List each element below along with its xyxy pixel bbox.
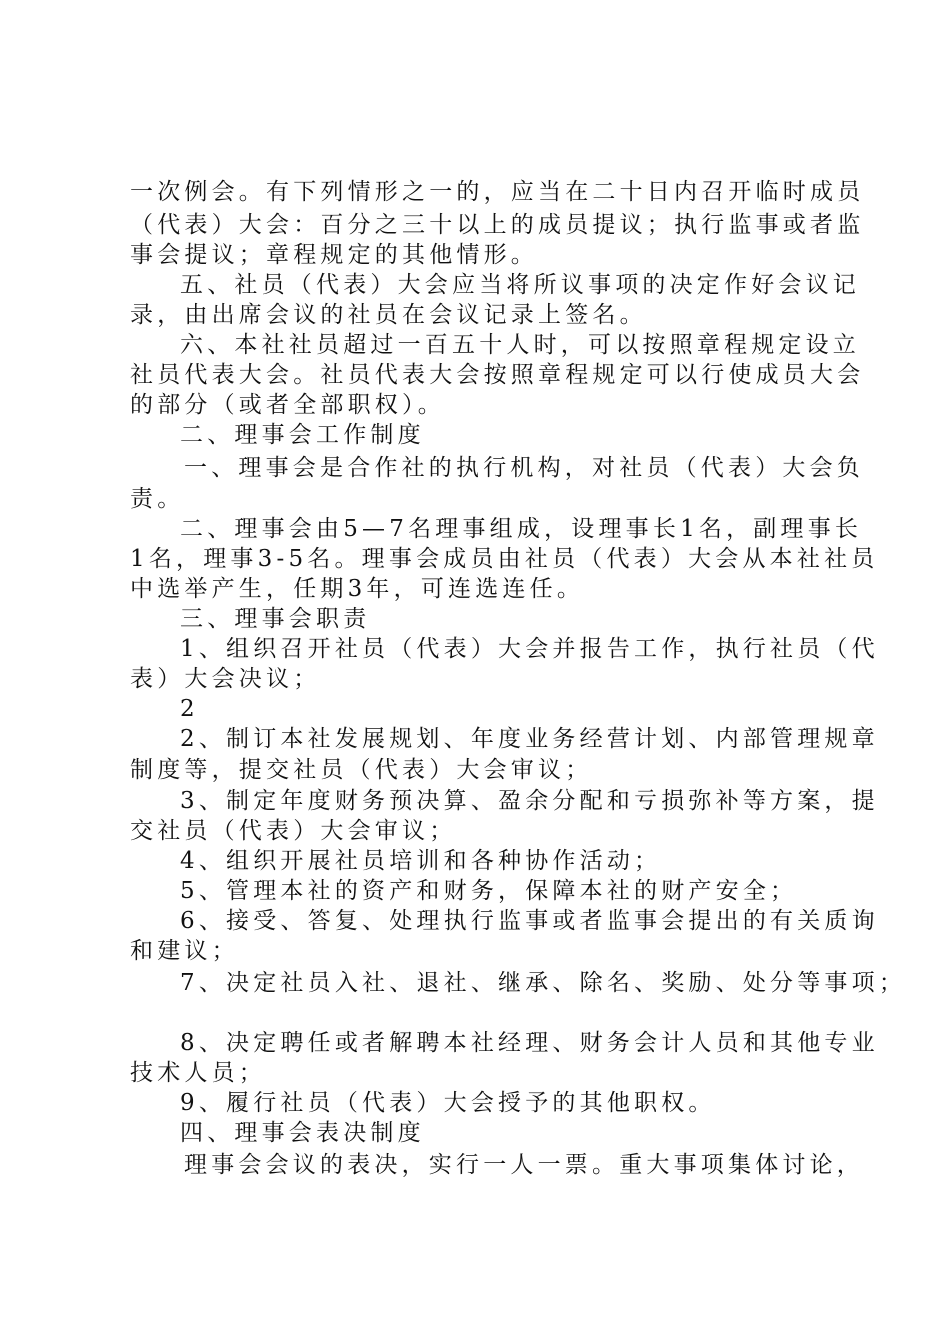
paragraph-six-start: 六、本社社员超过一百五十人时，可以按照章程规定设立 [180,332,860,358]
text-line: 录，由出席会议的社员在会议记录上签名。 [130,302,647,328]
text-line: 1名，理事3-5名。理事会成员由社员（代表）大会从本社社员 [130,546,879,572]
list-item: 9、履行社员（代表）大会授予的其他职权。 [180,1090,716,1116]
text-line: 表）大会决议； [130,666,321,692]
list-item: 8、决定聘任或者解聘本社经理、财务会计人员和其他专业 [180,1030,879,1056]
list-item: 6、接受、答复、处理执行监事或者监事会提出的有关质询 [180,908,879,934]
section-heading: 四、理事会表决制度 [180,1120,425,1146]
paragraph-five-start: 五、社员（代表）大会应当将所议事项的决定作好会议记 [180,272,860,298]
section-heading: 三、理事会职责 [180,606,371,632]
list-item: 7、决定社员入社、退社、继承、除名、奖励、处分等事项； [180,970,907,996]
text-line: 社员代表大会。社员代表大会按照章程规定可以行使成员大会 [130,362,865,388]
paragraph-start: 一、理事会是合作社的执行机构，对社员（代表）大会负 [184,455,864,481]
text-line: 技术人员； [130,1060,266,1086]
text-line: 和建议； [130,938,239,964]
text-line: 的部分（或者全部职权）。 [130,392,445,418]
list-item: 4、组织开展社员培训和各种协作活动； [180,848,662,874]
text-line: 责。 [130,486,185,512]
text-line: （代表）大会：百分之三十以上的成员提议；执行监事或者监 [130,212,865,238]
paragraph-start: 理事会会议的表决，实行一人一票。重大事项集体讨论， [184,1152,864,1178]
list-item: 1、组织召开社员（代表）大会并报告工作，执行社员（代 [180,636,879,662]
page-number: 2 [180,696,199,722]
list-item: 2、制订本社发展规划、年度业务经营计划、内部管理规章 [180,726,879,752]
text-line: 一次例会。有下列情形之一的，应当在二十日内召开临时成员 [130,179,865,205]
text-line: 事会提议；章程规定的其他情形。 [130,242,538,268]
section-heading: 二、理事会工作制度 [180,422,425,448]
list-item: 3、制定年度财务预决算、盈余分配和亏损弥补等方案，提 [180,788,879,814]
paragraph-start: 二、理事会由5—7名理事组成，设理事长1名，副理事长 [180,516,863,542]
list-item: 5、管理本社的资产和财务，保障本社的财产安全； [180,878,798,904]
text-line: 制度等，提交社员（代表）大会审议； [130,757,593,783]
text-line: 交社员（代表）大会审议； [130,818,457,844]
text-line: 中选举产生，任期3年，可连选连任。 [130,576,585,602]
